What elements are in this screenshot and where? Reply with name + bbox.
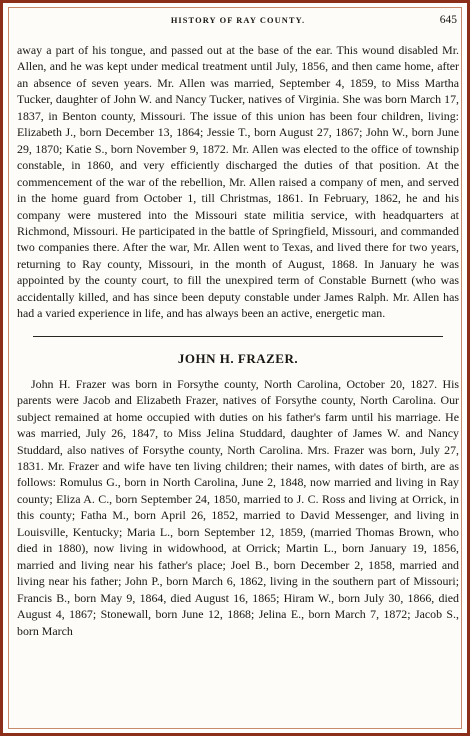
running-title: HISTORY OF RAY COUNTY. <box>170 16 306 25</box>
continued-paragraph: away a part of his tongue, and passed out at the base of the ear. This wound disabled Mr. Allen, and he was kept under medical treatment until July, 1856, and then came home, after an absence of seven years. Mr. Allen was married, September 4, 1859, to Miss Martha Tucker, daughter of John W. and Nancy Tucker, natives of Virginia. She was born March 17, 1837, in Benton county, Missouri. The issue of this union has been four children, living: Elizabeth J., born December 13, 1864; Jessie T., born August 27, 1867; John W., born June 29, 1870; Katie S., born November 9, 1872. Mr. Allen was elected to the office of township constable, in 1860, and very efficiently discharged the duties of that position. At the commencement of the war of the rebellion, Mr. Allen raised a company of men, and served in the home guard from October 1, till Christmas, 1861. In February, 1862, he and his company were mustered into the Missouri state militia service, with headquarters at Richmond, Missouri. He participated in the battle of Springfield, Missouri, and commanded two companies there. After the war, Mr. Allen went to Texas, and lived there for two years, returning to Ray county, Missouri, in the month of August, 1868. In January he was appointed by the county court, to fill the unexpired term of Constable Burnett (who was accidentally killed, and has since been deputy constable under James Ralph. Mr. Allen has had a varied experience in life, and has always been an active, energetic man. <box>17 43 459 321</box>
continued-biography <box>17 42 459 322</box>
page-inner-border <box>8 7 462 729</box>
section-title: JOHN H. FRAZER. <box>177 350 299 366</box>
frazer-biography <box>17 376 459 639</box>
book-page <box>17 14 459 639</box>
section-divider <box>33 336 443 337</box>
running-head <box>17 14 459 32</box>
frazer-paragraph: John H. Frazer was born in Forsythe county, North Carolina, October 20, 1827. His parents were Jacob and Elizabeth Frazer, natives of Forsythe county, North Carolina. Our subject remained at home occupied with duties on his father's farm until his marriage. He was married, July 26, 1847, to Miss Jelina Studdard, daughter of James W. and Nancy Studdard, also natives of Forsythe county, North Carolina. Mrs. Frazer was born, July 27, 1831. Mr. Frazer and wife have ten living children; their names, with dates of birth, are as follows: Romulus G., born in North Carolina, June 2, 1848, now married and living in Ray county; Eliza A. C., born September 24, 1850, married to J. C. Ross and living at Orrick, in this county; Fatha M., born April 26, 1852, married to David Messenger, and living in Louisville, Kentucky; Maria L., born September 12, 1859, (married Thomas Brown, who died in 1880), now living in widowhood, at Orrick; Martin L., born January 19, 1856, married and living near his father's place; Joel B., born December 2, 1858, married and living near his father; John P., born March 6, 1862, living in the southern part of Missouri; Francis B., born May 9, 1864, died August 16, 1865; Hiram W., born July 30, 1866, died August 4, 1867; Stonewall, born June 12, 1868; Jelina E., born March 7, 1872; Jacob S., born March <box>17 376 459 638</box>
page-number: 645 <box>439 14 457 26</box>
